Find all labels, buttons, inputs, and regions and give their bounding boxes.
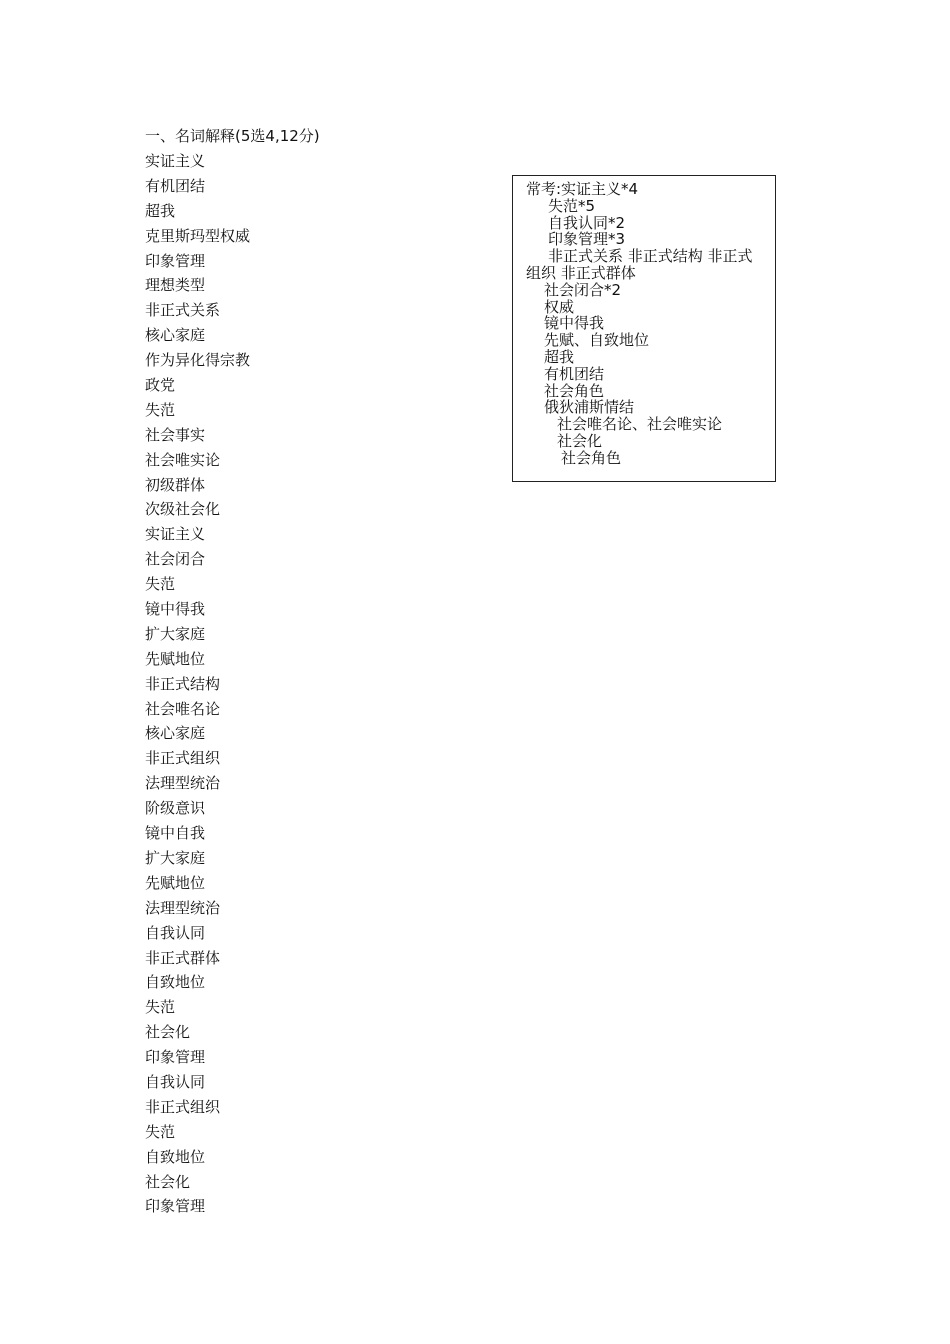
list-item: 阶级意识 xyxy=(145,799,206,818)
list-item: 非正式群体 xyxy=(145,948,221,967)
list-item: 实证主义 xyxy=(145,152,206,170)
list-item: 政党 xyxy=(145,376,176,395)
note-line xyxy=(526,248,763,282)
list-item: 失范 xyxy=(145,1122,176,1141)
note-line: 超我 xyxy=(544,347,575,366)
list-item: 印象管理 xyxy=(145,251,206,270)
list-item: 作为异化得宗教 xyxy=(145,351,251,370)
list-item: 非正式组织 xyxy=(145,749,221,768)
list-item: 超我 xyxy=(145,201,176,220)
note-line: 有机团结 xyxy=(544,364,605,383)
list-item: 核心家庭 xyxy=(145,724,206,743)
list-item: 社会唯实论 xyxy=(145,450,221,469)
list-item: 社会化 xyxy=(145,1172,191,1191)
note-line: 社会唯名论、社会唯实论 xyxy=(557,415,723,434)
list-item: 实证主义 xyxy=(145,525,206,544)
list-item: 有机团结 xyxy=(145,176,206,195)
list-item: 克里斯玛型权威 xyxy=(145,226,251,245)
list-item: 自致地位 xyxy=(145,973,206,992)
note-line-text: 非正式关系 非正式结构 非正式组织 非正式群体 xyxy=(526,247,753,282)
list-item: 理想类型 xyxy=(145,276,206,295)
note-line: 印象管理*3 xyxy=(548,230,626,249)
list-item: 失范 xyxy=(145,575,176,594)
list-item: 自我认同 xyxy=(145,1072,206,1091)
list-item: 印象管理 xyxy=(145,1048,206,1067)
note-line: 社会化 xyxy=(557,431,603,450)
list-item: 先赋地位 xyxy=(145,873,206,892)
list-item: 法理型统治 xyxy=(145,898,221,917)
list-item: 社会事实 xyxy=(145,425,206,444)
note-line: 社会角色 xyxy=(544,381,605,400)
note-line: 常考:实证主义*4 xyxy=(526,180,639,198)
note-line: 自我认同*2 xyxy=(548,213,626,232)
note-line: 权威 xyxy=(544,297,575,316)
note-line: 镜中得我 xyxy=(544,314,605,333)
list-item: 社会化 xyxy=(145,1023,191,1042)
list-item: 扩大家庭 xyxy=(145,848,206,867)
term-list xyxy=(145,151,250,1221)
note-line: 失范*5 xyxy=(548,196,596,215)
list-item: 非正式关系 xyxy=(145,301,221,320)
list-item: 镜中自我 xyxy=(145,824,206,843)
note-line: 社会角色 xyxy=(561,448,622,467)
list-item: 法理型统治 xyxy=(145,774,221,793)
list-item: 社会闭合 xyxy=(145,550,206,569)
list-item: 非正式结构 xyxy=(145,674,221,693)
list-item: 自我认同 xyxy=(145,923,206,942)
note-line: 社会闭合*2 xyxy=(544,280,622,299)
list-item: 扩大家庭 xyxy=(145,624,206,643)
list-item: 次级社会化 xyxy=(145,500,221,519)
list-item: 社会唯名论 xyxy=(145,699,221,718)
list-item: 失范 xyxy=(145,400,176,419)
list-item: 核心家庭 xyxy=(145,326,206,345)
list-item: 先赋地位 xyxy=(145,649,206,668)
note-line: 俄狄浦斯情结 xyxy=(544,398,635,417)
frequent-terms-note-box xyxy=(512,175,776,482)
list-item: 自致地位 xyxy=(145,1147,206,1166)
list-item: 初级群体 xyxy=(145,475,206,494)
list-item: 印象管理 xyxy=(145,1197,206,1216)
list-item: 非正式组织 xyxy=(145,1097,221,1116)
list-item: 失范 xyxy=(145,998,176,1017)
section-heading: 一、名词解释(5选4,12分) xyxy=(145,127,320,145)
note-line: 先赋、自致地位 xyxy=(544,331,650,350)
list-item: 镜中得我 xyxy=(145,600,206,619)
